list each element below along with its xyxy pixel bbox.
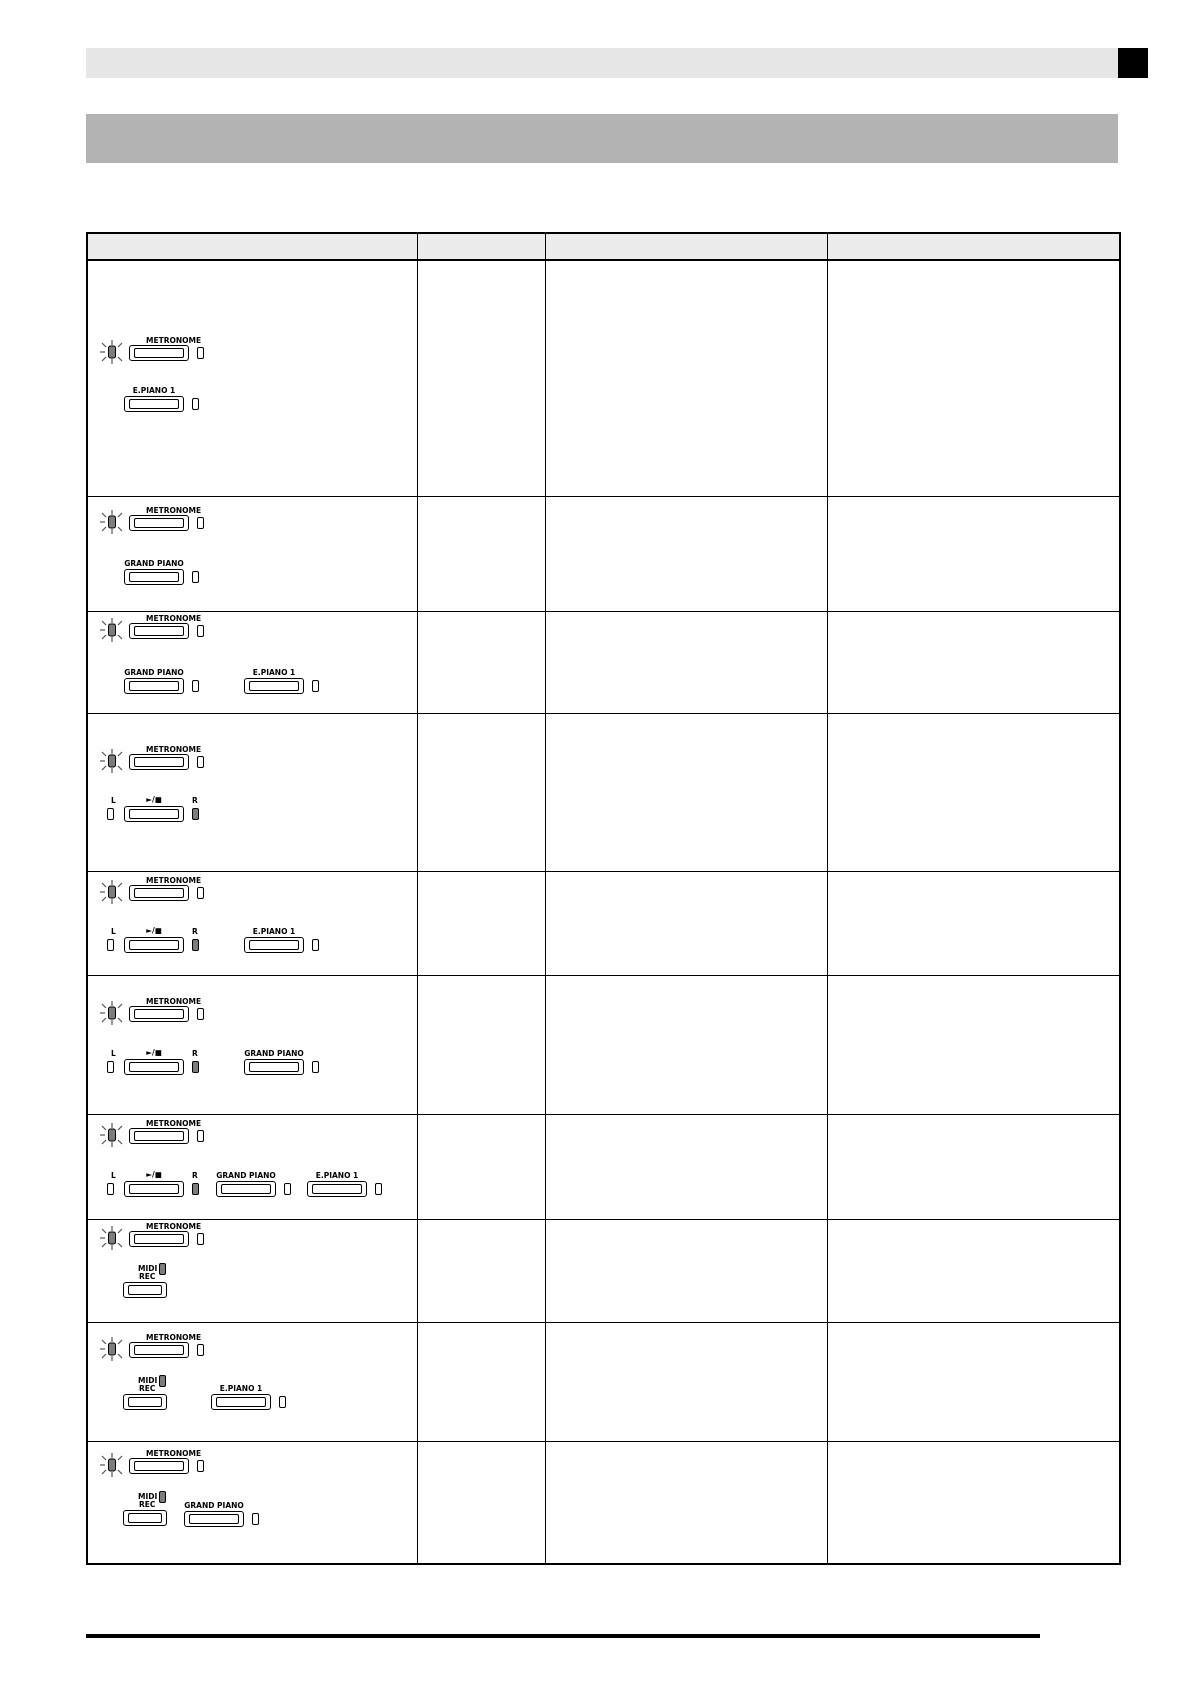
metronome-label: METRONOME [146,1333,202,1342]
row-divider [88,975,1119,976]
right-part-led [192,1183,199,1195]
metronome-button [129,623,189,639]
blinking-led-icon [99,1122,125,1148]
left-part-label: L [111,1171,116,1180]
metronome-button [129,1128,189,1144]
right-part-led [192,808,199,820]
metronome-led [197,1344,204,1356]
left-part-led [107,808,114,820]
right-part-label: R [192,1049,198,1058]
epiano1-label: E.PIANO 1 [252,927,296,936]
blinking-led-icon [99,1000,125,1026]
epiano1-label: E.PIANO 1 [252,668,296,677]
midi-label: MIDI [138,1264,158,1273]
metronome-led [197,625,204,637]
row-divider [88,871,1119,872]
midi-rec-led [159,1491,166,1503]
metronome-led [197,1008,204,1020]
grand-piano-label: GRAND PIANO [124,668,184,677]
column-divider [417,234,418,1563]
grand-piano-label: GRAND PIANO [184,1501,244,1510]
blinking-led-icon [99,509,125,535]
metronome-led [197,347,204,359]
midi-rec-button [123,1282,167,1298]
left-part-label: L [111,796,116,805]
right-part-led [192,1061,199,1073]
epiano1-label: E.PIANO 1 [219,1384,263,1393]
grand-piano-label: GRAND PIANO [244,1049,304,1058]
right-part-label: R [192,796,198,805]
footer-rule [86,1634,1040,1638]
epiano1-led [375,1183,382,1195]
play-stop-label: ►/■ [146,926,162,935]
metronome-label: METRONOME [146,1119,202,1128]
grand-piano-led [192,571,199,583]
operation-table [86,232,1121,1565]
grand-piano-button [244,1059,304,1075]
metronome-button [129,1231,189,1247]
grand-piano-button [216,1181,276,1197]
play-stop-label: ►/■ [146,1170,162,1179]
epiano1-button [211,1394,271,1410]
play-stop-button [124,1181,184,1197]
left-part-label: L [111,927,116,936]
left-part-led [107,1183,114,1195]
midi-rec-button [123,1510,167,1526]
blinking-led-icon [99,879,125,905]
metronome-led [197,1130,204,1142]
row-divider [88,1441,1119,1442]
grand-piano-led [252,1513,259,1525]
metronome-led [197,756,204,768]
chapter-tab [1118,48,1148,78]
row-divider [88,1114,1119,1115]
metronome-led [197,1233,204,1245]
midi-label: MIDI [138,1492,158,1501]
metronome-button [129,885,189,901]
play-stop-label: ►/■ [146,795,162,804]
blinking-led-icon [99,1336,125,1362]
left-part-led [107,939,114,951]
midi-rec-led [159,1263,166,1275]
grand-piano-button [124,569,184,585]
left-part-label: L [111,1049,116,1058]
header-bar [86,48,1118,78]
right-part-label: R [192,927,198,936]
epiano1-button [244,937,304,953]
play-stop-button [124,1059,184,1075]
midi-label: MIDI [138,1376,158,1385]
row-divider [88,611,1119,612]
grand-piano-led [312,1061,319,1073]
metronome-label: METRONOME [146,506,202,515]
rec-label: REC [139,1272,156,1281]
blinking-led-icon [99,748,125,774]
grand-piano-button [124,678,184,694]
epiano1-led [279,1396,286,1408]
metronome-led [197,517,204,529]
epiano1-led [312,939,319,951]
metronome-label: METRONOME [146,745,202,754]
epiano1-button [124,396,184,412]
epiano1-led [312,680,319,692]
row-divider [88,496,1119,497]
section-title-band [86,114,1118,163]
metronome-label: METRONOME [146,1449,202,1458]
blinking-led-icon [99,1452,125,1478]
rec-label: REC [139,1500,156,1509]
metronome-button [129,345,189,361]
play-stop-label: ►/■ [146,1048,162,1057]
metronome-label: METRONOME [146,1222,202,1231]
metronome-led [197,1460,204,1472]
epiano1-button [244,678,304,694]
metronome-led [197,887,204,899]
row-divider [88,713,1119,714]
midi-rec-button [123,1394,167,1410]
left-part-led [107,1061,114,1073]
metronome-button [129,754,189,770]
column-divider [827,234,828,1563]
epiano1-led [192,398,199,410]
grand-piano-label: GRAND PIANO [124,559,184,568]
metronome-label: METRONOME [146,336,202,345]
blinking-led-icon [99,617,125,643]
play-stop-button [124,806,184,822]
metronome-button [129,515,189,531]
metronome-label: METRONOME [146,876,202,885]
metronome-button [129,1342,189,1358]
column-divider [545,234,546,1563]
grand-piano-label: GRAND PIANO [216,1171,276,1180]
table-header-row [88,234,1119,261]
epiano1-label: E.PIANO 1 [132,386,176,395]
metronome-button [129,1458,189,1474]
metronome-label: METRONOME [146,614,202,623]
right-part-label: R [192,1171,198,1180]
blinking-led-icon [99,339,125,365]
midi-rec-led [159,1375,166,1387]
metronome-label: METRONOME [146,997,202,1006]
play-stop-button [124,937,184,953]
grand-piano-button [184,1511,244,1527]
epiano1-button [307,1181,367,1197]
row-divider [88,1219,1119,1220]
right-part-led [192,939,199,951]
grand-piano-led [192,680,199,692]
metronome-button [129,1006,189,1022]
row-divider [88,1322,1119,1323]
blinking-led-icon [99,1225,125,1251]
rec-label: REC [139,1384,156,1393]
epiano1-label: E.PIANO 1 [315,1171,359,1180]
grand-piano-led [284,1183,291,1195]
